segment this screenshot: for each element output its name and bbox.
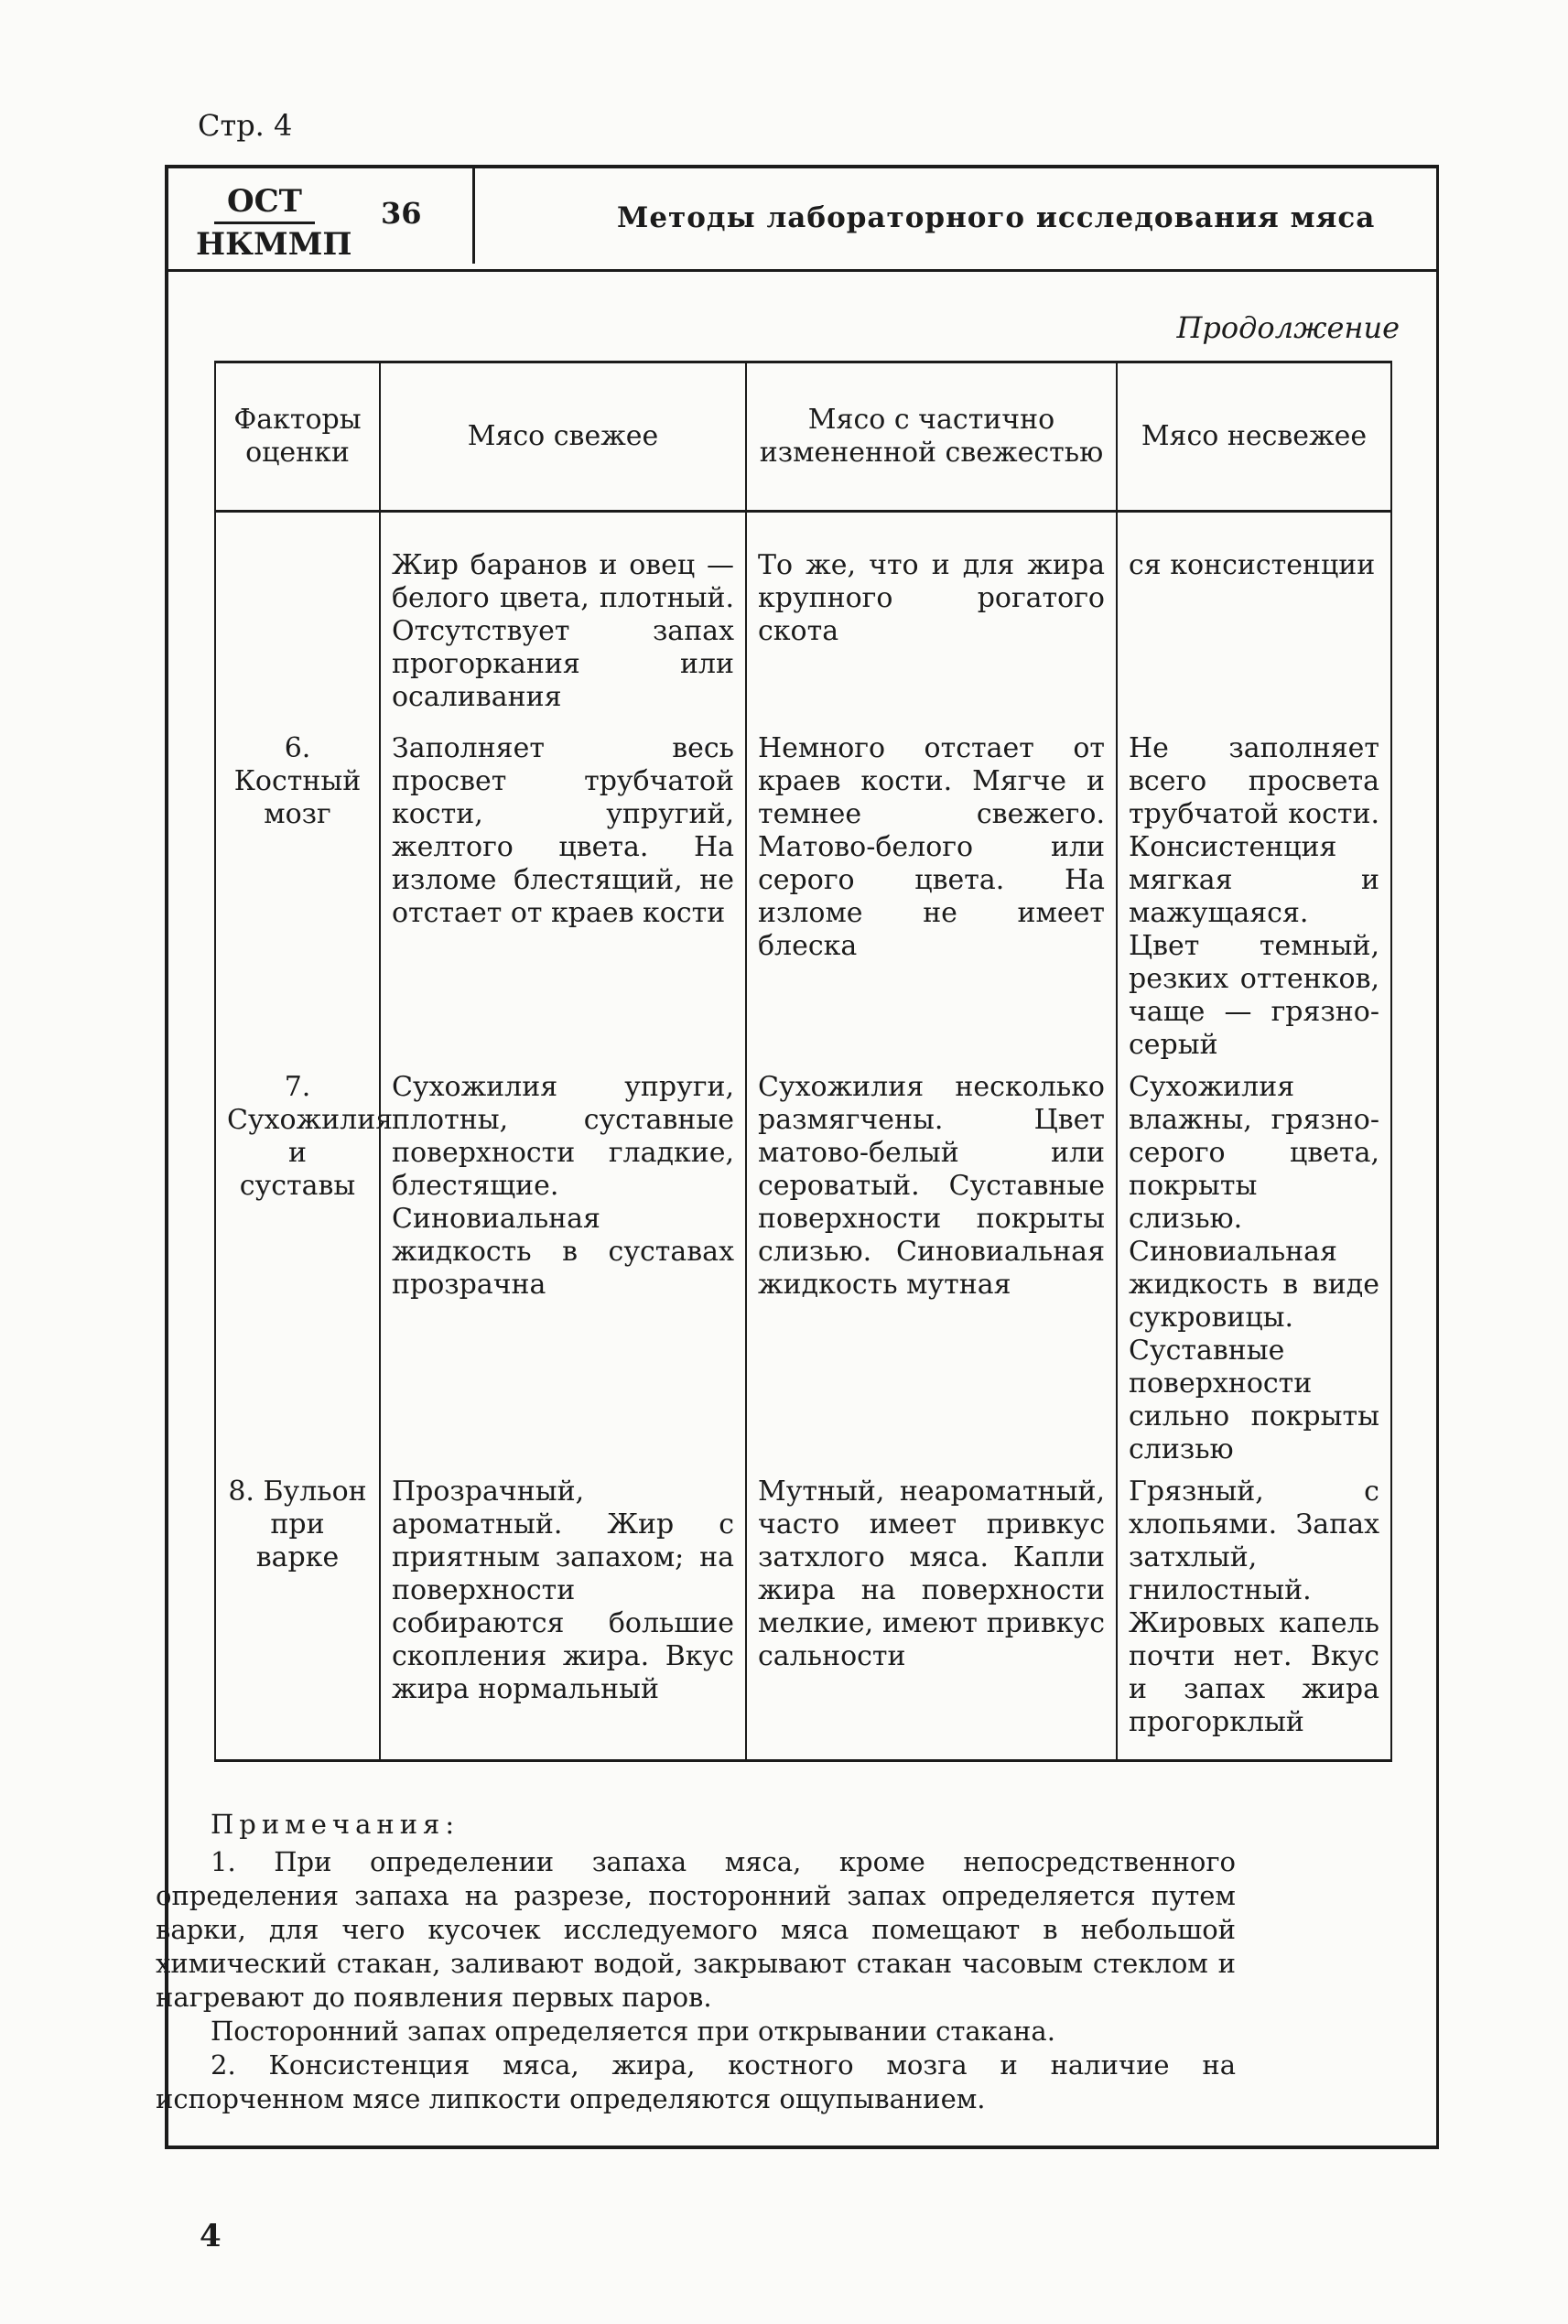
table-row <box>215 1062 1391 1466</box>
factor-cell: 6. Костный мозг <box>215 714 380 1062</box>
table-row <box>215 714 1391 1062</box>
factor-cell <box>215 512 380 715</box>
meat-evaluation-table <box>214 361 1392 1762</box>
page-label: Стр. 4 <box>198 108 293 143</box>
table-row <box>215 1466 1391 1761</box>
factor-cell: 7. Сухожилия и суставы <box>215 1062 380 1466</box>
fresh-cell: Сухожилия упруги, плотны, суставные поверхности гладкие, блестящие. Синовиальная жидкость в суставах прозрачна <box>380 1062 746 1466</box>
header-stale: Мясо несвежее <box>1117 362 1391 512</box>
notes-section <box>156 1808 1236 2116</box>
stale-cell: Сухожилия влажны, грязно-серого цвета, покрыты слизью. Синовиальная жидкость в виде сукровицы. Суставные поверхности сильно покрыты слизью <box>1117 1062 1391 1466</box>
stale-cell: ся консистенции <box>1117 512 1391 715</box>
header-factors: Факторы оценки <box>215 362 380 512</box>
standard-code <box>196 181 352 265</box>
continuation-label: Продолжение <box>1176 310 1400 345</box>
partial-cell: Мутный, неароматный, часто имеет привкус затхлого мяса. Капли жира на поверхности мелкие, имеют привкус сальности <box>746 1466 1117 1761</box>
partial-cell: То же, что и для жира крупного рогатого скота <box>746 512 1117 715</box>
note-paragraph: 1. При определении запаха мяса, кроме непосредственного определения запаха на разрезе, посторонний запах определяется путем варки, для чего кусочек исследуемого мяса помещают в небольшой химический стакан, заливают водой, закрывают стакан часовым стеклом и нагревают до появления первых паров. <box>156 1846 1236 2013</box>
fresh-cell: Жир баранов и овец — белого цвета, плотный. Отсутствует запах прогоркания или осаливания <box>380 512 746 715</box>
factor-cell: 8. Бульон при варке <box>215 1466 380 1761</box>
partial-cell: Немного отстает от краев кости. Мягче и темнее свежего. Матово-белого или серого цвета. На изломе не имеет блеска <box>746 714 1117 1062</box>
table-row <box>215 512 1391 715</box>
note-paragraph: 2. Консистенция мяса, жира, костного мозга и наличие на испорченном мясе липкости определяются ощупыванием. <box>156 2049 1236 2114</box>
standard-code-top: ОСТ <box>214 181 315 224</box>
note-paragraph: Посторонний запах определяется при открывании стакана. <box>211 2016 1055 2047</box>
header-partial: Мясо с частично измененной свежестью <box>746 362 1117 512</box>
header-fresh: Мясо свежее <box>380 362 746 512</box>
stale-cell: Грязный, с хлопьями. Запах затхлый, гнилостный. Жировых капель почти нет. Вкус и запах жира прогорклый <box>1117 1466 1391 1761</box>
document-title: Методы лабораторного исследования мяса <box>617 201 1376 234</box>
table-header-row <box>215 362 1391 512</box>
standard-number: 36 <box>381 196 422 231</box>
document-header <box>168 168 1436 272</box>
fresh-cell: Заполняет весь просвет трубчатой кости, упругий, желтого цвета. На изломе блестящий, не отстает от краев кости <box>380 714 746 1062</box>
notes-title: Примечания: <box>211 1809 460 1840</box>
partial-cell: Сухожилия несколько размягчены. Цвет матово-белый или сероватый. Суставные поверхности покрыты слизью. Синовиальная жидкость мутная <box>746 1062 1117 1466</box>
standard-code-bottom: НКММП <box>196 226 352 263</box>
stale-cell: Не заполняет всего просвета трубчатой кости. Консистенция мягкая и мажущаяся. Цвет темный, резких оттенков, чаще — грязно-серый <box>1117 714 1391 1062</box>
header-divider <box>472 168 475 264</box>
fresh-cell: Прозрачный, ароматный. Жир с приятным запахом; на поверхности собираются большие скопления жира. Вкус жира нормальный <box>380 1466 746 1761</box>
page-number: 4 <box>200 2218 222 2254</box>
